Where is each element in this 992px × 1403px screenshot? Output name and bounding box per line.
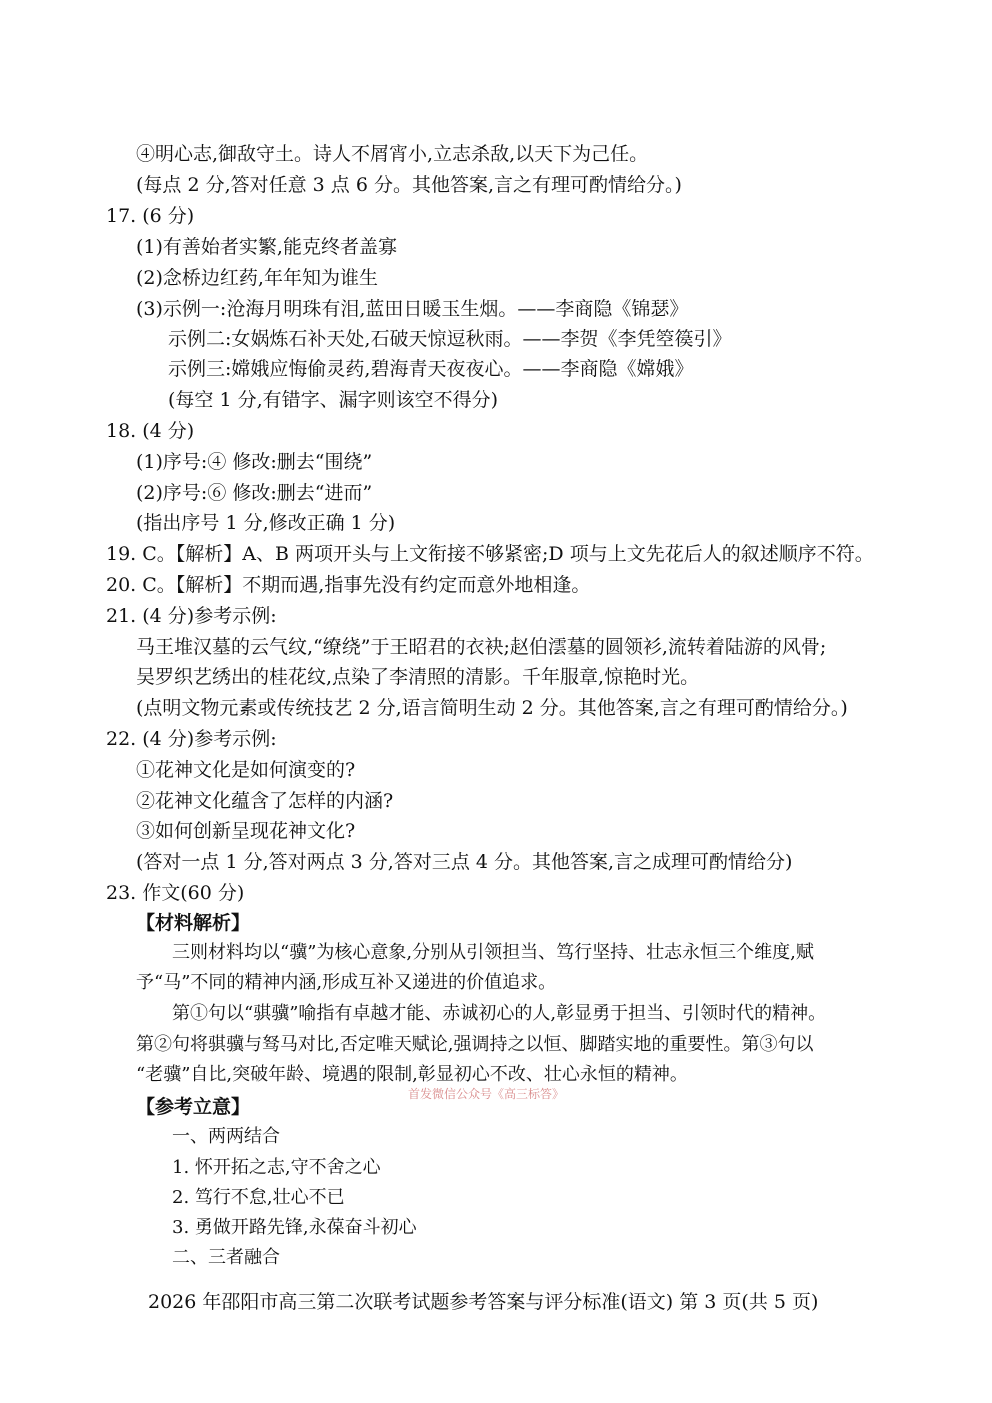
text-line: 19. C。【解析】A、B 两项开头与上文衔接不够紧密;D 项与上文先花后人的叙述顺序不符。 [106,543,874,565]
text-line: 示例三:嫦娥应悔偷灵药,碧海青天夜夜心。——李商隐《嫦娥》 [168,358,694,380]
text-line: 2. 笃行不怠,壮心不已 [172,1187,345,1208]
text-line: (指出序号 1 分,修改正确 1 分) [136,512,396,534]
text-line: 20. C。【解析】不期而遇,指事先没有约定而意外地相逢。 [106,574,591,596]
text-line: 3. 勇做开路先锋,永葆奋斗初心 [172,1217,417,1238]
text-line: ③如何创新呈现花神文化? [136,820,356,842]
text-line: 予“马”不同的精神内涵,形成互补又递进的价值追求。 [136,972,557,993]
text-line: (点明文物元素或传统技艺 2 分,语言简明生动 2 分。其他答案,言之有理可酌情给分。) [136,697,848,719]
text-line: 第①句以“骐骥”喻指有卓越才能、赤诚初心的人,彰显勇于担当、引领时代的精神。 [172,1003,827,1024]
watermark: 首发微信公众号《高三标答》 [408,1087,565,1101]
text-line: 示例二:女娲炼石补天处,石破天惊逗秋雨。——李贺《李凭箜篌引》 [168,328,732,350]
text-line: ①花神文化是如何演变的? [136,759,356,781]
text-line: (1)有善始者实繁,能克终者盖寡 [136,236,397,258]
text-line: 吴罗织艺绣出的桂花纹,点染了李清照的清影。千年服章,惊艳时光。 [136,666,700,688]
text-line: 【材料解析】 [136,912,251,934]
text-line: ④明心志,御敌守土。诗人不屑宵小,立志杀敌,以天下为己任。 [136,143,649,165]
text-line: 23. 作文(60 分) [106,882,245,904]
text-line: 1. 怀开拓之志,守不舍之心 [172,1157,381,1178]
text-line: 17. (6 分) [106,205,195,227]
text-line: (答对一点 1 分,答对两点 3 分,答对三点 4 分。其他答案,言之成理可酌情给分) [136,851,793,873]
text-line: (1)序号:④ 修改:删去“围绕” [136,451,373,473]
page-footer: 2026 年邵阳市高三第二次联考试题参考答案与评分标准(语文) 第 3 页(共 5 页) [148,1291,819,1313]
text-line: 二、三者融合 [172,1247,280,1268]
text-line: (每点 2 分,答对任意 3 点 6 分。其他答案,言之有理可酌情给分。) [136,174,682,196]
text-line: (2)念桥边红药,年年知为谁生 [136,267,378,289]
text-line: ②花神文化蕴含了怎样的内涵? [136,790,394,812]
text-line: (2)序号:⑥ 修改:删去“进而” [136,482,373,504]
text-line: (每空 1 分,有错字、漏字则该空不得分) [168,389,499,411]
text-line: 【参考立意】 [136,1096,251,1118]
text-line: 一、两两结合 [172,1126,280,1147]
text-line: 22. (4 分)参考示例: [106,728,277,750]
text-line: 三则材料均以“骥”为核心意象,分别从引领担当、笃行坚持、壮志永恒三个维度,赋 [172,942,814,963]
text-line: 马王堆汉墓的云气纹,“缭绕”于王昭君的衣袂;赵伯澐墓的圆领衫,流转着陆游的风骨; [136,636,827,658]
text-line: 21. (4 分)参考示例: [106,605,277,627]
text-line: (3)示例一:沧海月明珠有泪,蓝田日暖玉生烟。——李商隐《锦瑟》 [136,298,689,320]
text-line: “老骥”自比,突破年龄、境遇的限制,彰显初心不改、壮心永恒的精神。 [136,1064,688,1085]
text-line: 18. (4 分) [106,420,195,442]
text-line: 第②句将骐骥与驽马对比,否定唯天赋论,强调持之以恒、脚踏实地的重要性。第③句以 [136,1034,814,1055]
